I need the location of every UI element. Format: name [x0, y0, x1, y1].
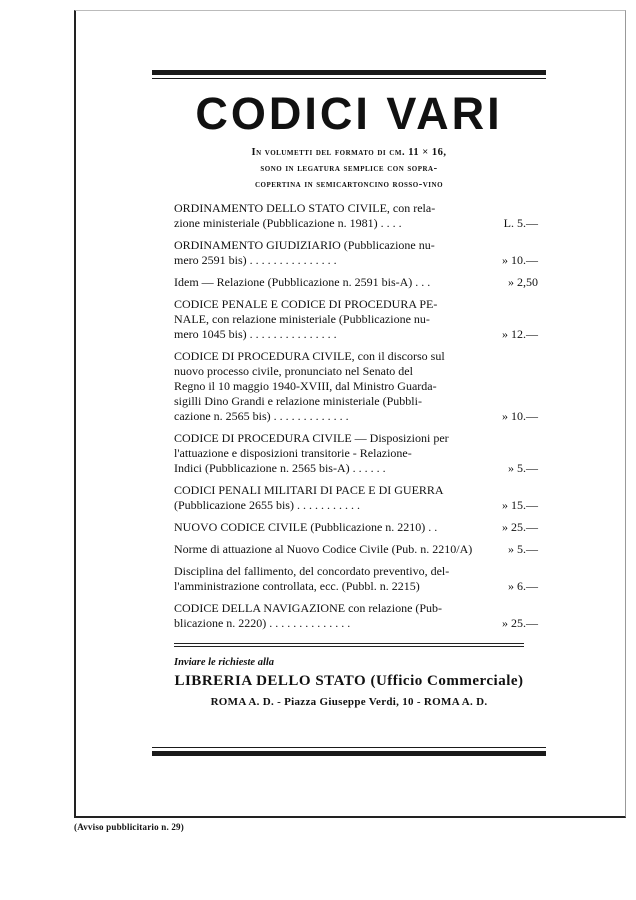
entry-price: » 25.— [502, 616, 538, 630]
entry-price-line [174, 327, 538, 342]
entry-line: CODICE DI PROCEDURA CIVILE — Disposizioni per [174, 431, 449, 445]
publication-entry [174, 564, 538, 594]
entry-price: L. 5.— [503, 216, 538, 230]
subtitle-line: In volumetti del formato di cm. 11 × 16, [251, 147, 447, 158]
entry-last-line: mero 2591 bis) . . . . . . . . . . . . . . . [174, 253, 337, 267]
entry-price-line [174, 216, 538, 231]
entry-last-line: blicazione n. 2220) . . . . . . . . . . . . . . [174, 616, 351, 630]
subtitle-line: sono in legatura semplice con sopra- [260, 163, 438, 174]
entry-price-line [174, 520, 538, 535]
entry-price: » 2,50 [508, 275, 538, 289]
publication-entry [174, 520, 538, 535]
entry-price-line [174, 275, 538, 290]
entry-price-line [174, 498, 538, 513]
bottom-rules [152, 747, 546, 756]
entry-line: l'attuazione e disposizioni transitorie - Relazione- [174, 446, 412, 460]
ad-subtitle [152, 145, 546, 193]
publication-entry [174, 201, 538, 231]
entry-last-line: mero 1045 bis) . . . . . . . . . . . . . . . [174, 327, 337, 341]
publication-entry [174, 275, 538, 290]
publication-entry [174, 483, 538, 513]
entry-line: Disciplina del fallimento, del concordato preventivo, del- [174, 564, 450, 578]
entry-line: CODICI PENALI MILITARI DI PACE E DI GUERRA [174, 483, 444, 497]
publisher-name: LIBRERIA DELLO STATO (Ufficio Commerciale) [174, 673, 524, 689]
bottom-rule-thin [152, 747, 546, 748]
entry-price: » 10.— [502, 409, 538, 423]
entry-last-line: Norme di attuazione al Nuovo Codice Civile (Pub. n. 2210/A) [174, 542, 473, 556]
entry-line: nuovo processo civile, pronunciato nel Senato del [174, 364, 413, 378]
subtitle-line: copertina in semicartoncino rosso-vino [254, 179, 444, 190]
bottom-rule-thick [152, 751, 546, 756]
entry-price: » 12.— [502, 327, 538, 341]
entry-line: sigilli Dino Grandi e relazione ministeriale (Pubbli- [174, 394, 422, 408]
publication-list [152, 201, 546, 631]
footer-note: (Avviso pubblicitario n. 29) [74, 822, 184, 832]
entry-line: CODICE DELLA NAVIGAZIONE con relazione (Pub- [174, 601, 443, 615]
entry-last-line: l'amministrazione controllata, ecc. (Pubbl. n. 2215) [174, 579, 420, 593]
entry-price: » 25.— [502, 520, 538, 534]
entry-price: » 5.— [508, 542, 538, 556]
entry-last-line: Indici (Pubblicazione n. 2565 bis-A) . . . . . . [174, 461, 386, 475]
publication-entry [174, 297, 538, 342]
top-rule-thin [152, 78, 546, 79]
publication-entry [174, 349, 538, 424]
entry-price-line [174, 542, 538, 557]
entry-price-line [174, 409, 538, 424]
entry-price: » 10.— [502, 253, 538, 267]
publication-entry [174, 542, 538, 557]
entry-last-line: cazione n. 2565 bis) . . . . . . . . . . . . . [174, 409, 349, 423]
ad-title: CODICI VARI [195, 88, 503, 139]
entry-last-line: (Pubblicazione 2655 bis) . . . . . . . . . . . [174, 498, 360, 512]
entry-line: ORDINAMENTO GIUDIZIARIO (Pubblicazione nu- [174, 238, 435, 252]
entry-price: » 15.— [502, 498, 538, 512]
entry-line: NALE, con relazione ministeriale (Pubblicazione nu- [174, 312, 430, 326]
entry-line: CODICE DI PROCEDURA CIVILE, con il discorso sul [174, 349, 445, 363]
entry-line: Regno il 10 maggio 1940-XVIII, dal Ministro Guarda- [174, 379, 437, 393]
top-rule-thick [152, 70, 546, 75]
advertisement [152, 70, 546, 756]
entry-line: ORDINAMENTO DELLO STATO CIVILE, con rela- [174, 201, 436, 215]
separator [174, 643, 524, 647]
entry-price: » 6.— [508, 579, 538, 593]
entry-line: CODICE PENALE E CODICE DI PROCEDURA PE- [174, 297, 438, 311]
entry-last-line: zione ministeriale (Pubblicazione n. 1981) . . . . [174, 216, 402, 230]
entry-price-line [174, 253, 538, 268]
entry-price: » 5.— [508, 461, 538, 475]
publication-entry [174, 238, 538, 268]
entry-last-line: Idem — Relazione (Pubblicazione n. 2591 bis-A) . . . [174, 275, 431, 289]
entry-price-line [174, 616, 538, 631]
entry-last-line: NUOVO CODICE CIVILE (Pubblicazione n. 2210) . . [174, 520, 438, 534]
publisher-address: ROMA A. D. - Piazza Giuseppe Verdi, 10 - ROMA A. D. [210, 696, 488, 708]
publication-entry [174, 601, 538, 631]
publication-entry [174, 431, 538, 476]
entry-price-line [174, 461, 538, 476]
order-intro: Inviare le richieste alla [174, 657, 275, 668]
entry-price-line [174, 579, 538, 594]
